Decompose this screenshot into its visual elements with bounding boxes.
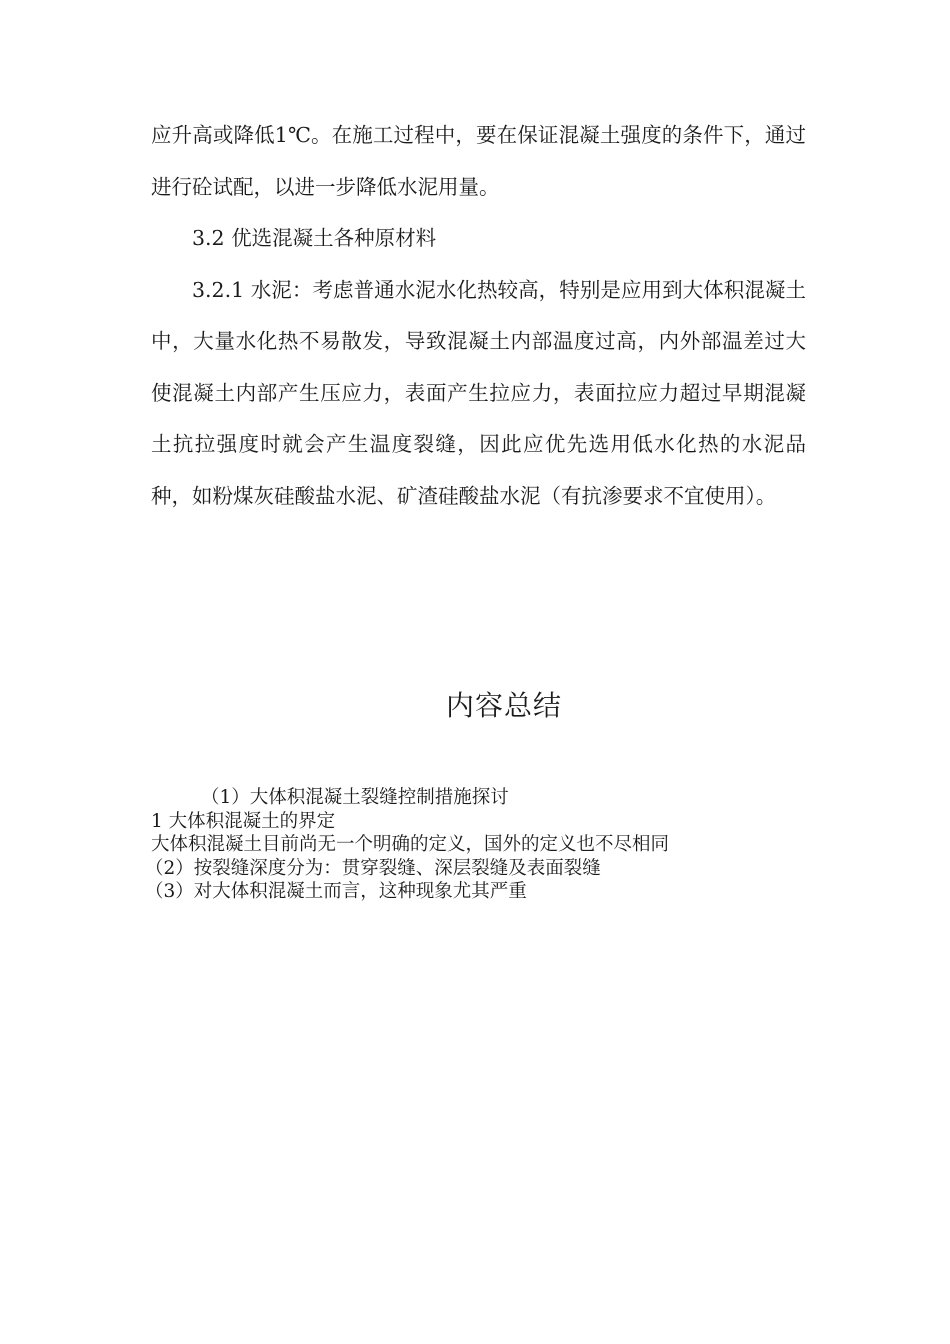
summary-item: （2）按裂缝深度分为：贯穿裂缝、深层裂缝及表面裂缝 [145,857,601,879]
section-heading-3-2: 3.2 优选混凝土各种原材料 [192,226,437,250]
paragraph-continuation: 应升高或降低1℃。在施工过程中，要在保证混凝土强度的条件下，通过进行砼试配，以进一步降低水泥用量。 [151,123,806,199]
summary-item: 大体积混凝土目前尚无一个明确的定义，国外的定义也不尽相同 [151,834,670,855]
summary-item: （1）大体积混凝土裂缝控制措施探讨 [201,787,509,808]
summary-item: （3）对大体积混凝土而言，这种现象尤其严重 [145,881,527,902]
summary-list [145,786,851,904]
body-text [151,110,806,522]
summary-title: 内容总结 [445,689,562,722]
summary-item: 1 大体积混凝土的界定 [151,810,336,832]
paragraph-cement: 3.2.1 水泥：考虑普通水泥水化热较高，特别是应用到大体积混凝土中，大量水化热不易散发，导致混凝土内部温度过高，内外部温差过大使混凝土内部产生压应力，表面产生拉应力，表面拉应力超过早期混凝土抗拉强度时就会产生温度裂缝，因此应优先选用低水化热的水泥品种，如粉煤灰硅酸盐水泥、矿渣硅酸盐水泥（有抗渗要求不宜使用）。 [151,277,806,508]
